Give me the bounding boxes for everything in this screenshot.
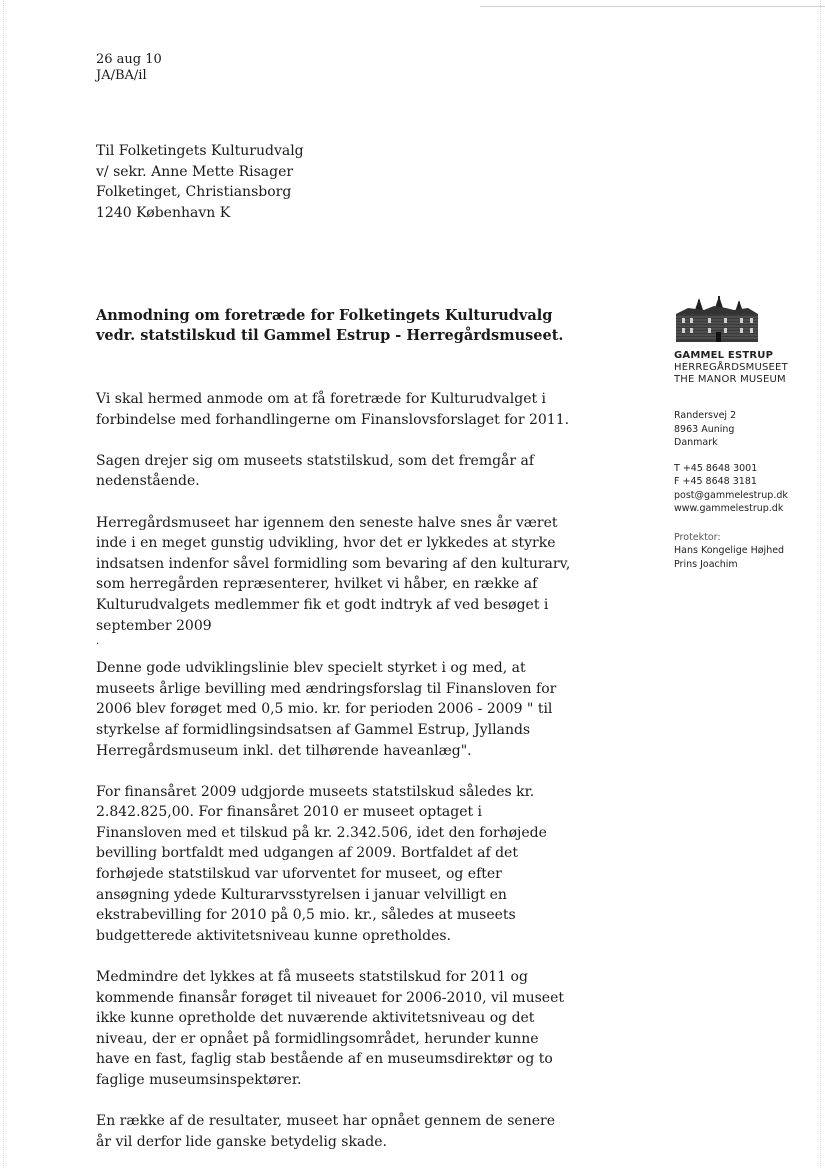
website-address: www.gammelestrup.dk [674,503,784,514]
letter-reference: JA/BA/il [96,68,147,83]
museum-name-line: THE MANOR MUSEUM [674,374,786,385]
museum-name [674,350,814,386]
address-line: 8963 Auning [674,423,735,435]
letterhead-sidebar [674,296,814,571]
stray-bullet-mark: · [96,639,100,651]
addressee-line: Til Folketingets Kulturudvalg [96,143,304,159]
left-scan-edge [3,0,4,1168]
museum-contact [674,462,814,516]
top-scan-rule [480,6,825,7]
museum-name-line: HERREGÅRDSMUSEET [674,362,788,373]
museum-address [674,409,814,450]
body-paragraph: En række af de resultater, museet har opnået gennem de senere år vil derfor lide ganske betydelig skade. [96,1113,555,1150]
email-address: post@gammelestrup.dk [674,489,788,501]
patron-line: Hans Kongelige Højhed [674,545,785,556]
patron-label: Protektor: [674,531,721,543]
body-paragraph: Vi skal hermed anmode om at få foretræde for Kulturudvalget i forbindelse med forhandlingerne om Finanslovsforslaget for 2011. [96,391,570,428]
letter-body [96,389,571,1173]
patron-line: Prins Joachim [674,558,738,570]
body-paragraph: Denne gode udviklingslinie blev specielt styrket i og med, at museets årlige bevilling med ændringsforslag til Finansloven for 2006 blev forøget med 0,5 mio. kr. for perioden 2006 - 2009 " til styrkelse af formidlingsindsatsen af Gammel Estrup, Jyllands Herregårdsmuseum inkl. det tilhørende haveanlæg". [96,660,557,759]
letter-date: 26 aug 10 [96,52,162,67]
subject-line: vedr. statstilskud til Gammel Estrup - Herregårdsmuseet. [96,327,564,344]
addressee-line: Folketinget, Christiansborg [96,184,292,200]
museum-patron [674,531,814,572]
addressee-line: v/ sekr. Anne Mette Risager [96,163,294,180]
addressee-line: 1240 København K [96,204,231,221]
fax-number: F +45 8648 3181 [674,476,757,487]
body-paragraph: Herregårdsmuseet har igennem den seneste halve snes år været inde i en meget gunstig udvikling, hvor det er lykkedes at styrke indsatsen indenfor såvel formidling som bevaring af den kulturarv, som herregården repræsenterer, hvilket vi håber, en række af Kulturudvalgets medlemmer fik et godt indtryk af ved besøget i september 2009 [96,514,571,634]
museum-name-line: GAMMEL ESTRUP [674,350,774,361]
address-line: Danmark [674,437,718,448]
body-paragraph: For finansåret 2009 udgjorde museets statstilskud således kr. 2.842.825,00. For finansåret 2010 er museet optaget i Finansloven med et tilskud på kr. 2.342.506, idet den forhøjede bevilling bortfaldt med udgangen af 2009. Bortfaldet af det forhøjede statstilskud var uforventet for museet, og efter ansøgning ydede Kulturarvsstyrelsen i januar velvilligt en ekstrabevilling for 2010 på 0,5 mio. kr., således at museets budgetterede aktivitetsniveau kunne opretholdes. [96,783,547,944]
body-paragraph: Sagen drejer sig om museets statstilskud, som det fremgår af nedenstående. [96,452,535,490]
phone-number: T +45 8648 3001 [674,462,758,474]
right-scan-edge [820,0,821,1168]
letter-subject [96,306,563,346]
address-line: Randersvej 2 [674,410,737,421]
manor-house-logo-icon [674,296,814,344]
subject-line: Anmodning om foretræde for Folketingets Kulturudvalg [96,307,553,324]
body-paragraph: Medmindre det lykkes at få museets statstilskud for 2011 og kommende finansår forøget til niveauet for 2006-2010, vil museet ikke kunne opretholde det nuværende aktivitetsniveau og det niveau, der er opnået på formidlingsområdet, herunder kunne have en fast, faglig stab bestående af en museumsdirektør og to faglige museumsinspektører. [96,969,564,1088]
addressee-block [96,141,304,223]
letter-header [96,52,162,84]
